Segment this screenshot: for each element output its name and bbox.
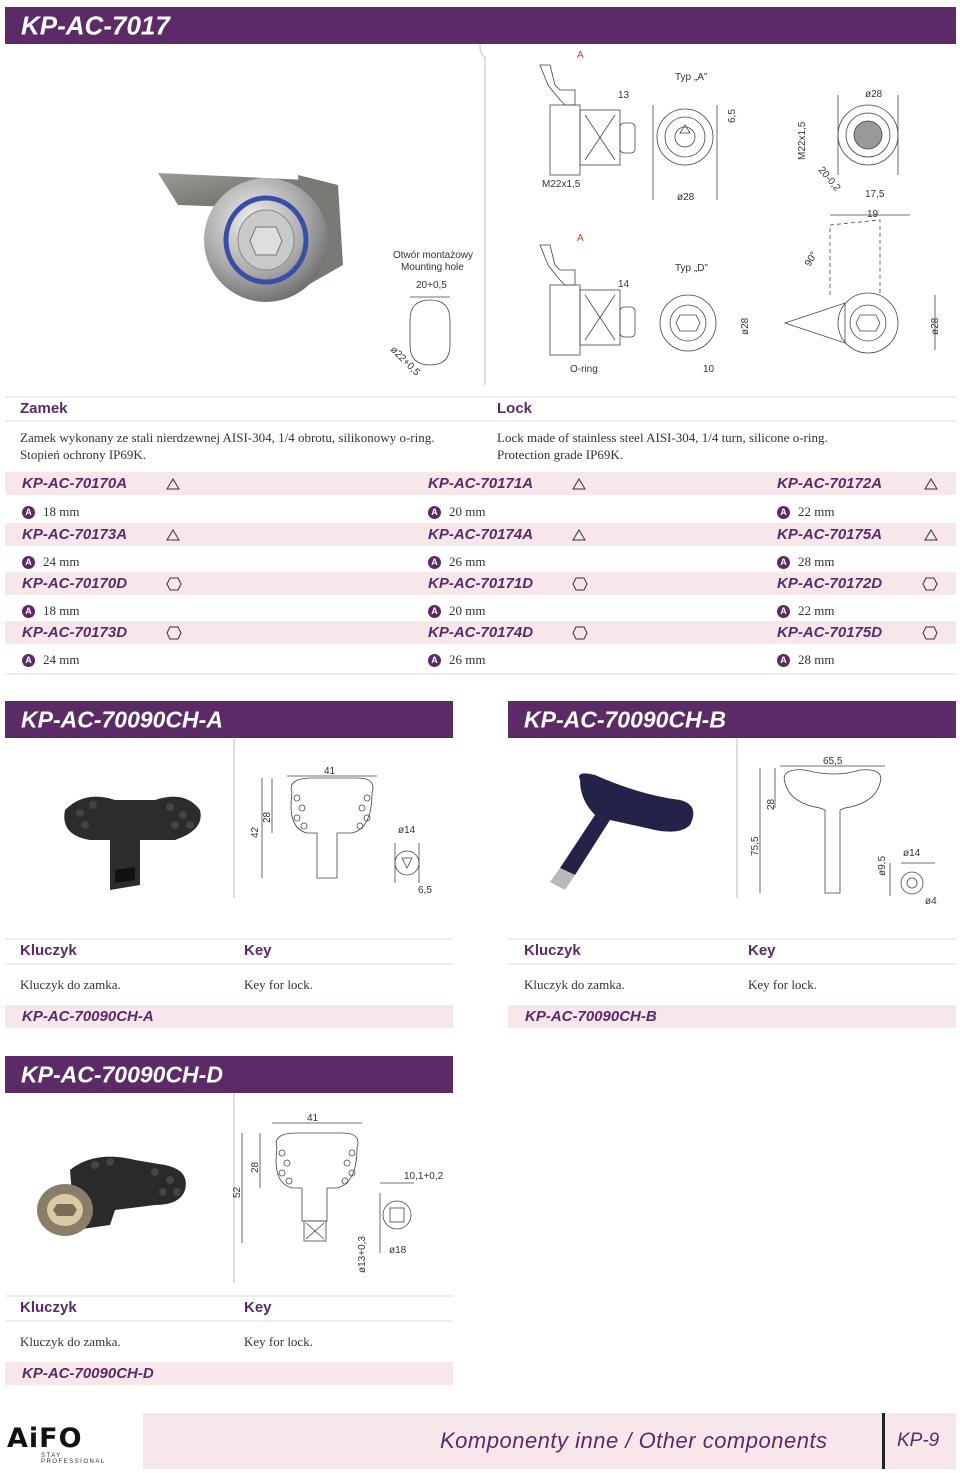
lock-code: KP-AC-70172D	[777, 575, 883, 592]
a-badge-icon: A	[777, 506, 790, 519]
lock-dim-65: 6,5	[727, 109, 738, 123]
key-d-title-en: Key	[244, 1299, 272, 1316]
main-header-title: KP-AC-7017	[21, 10, 170, 40]
key-d-desc-pl: Kluczyk do zamka.	[20, 1334, 121, 1349]
key-a-desc-pl: Kluczyk do zamka.	[20, 977, 121, 992]
lock-code: KP-AC-70172A	[777, 475, 883, 492]
lock-value: 26 mm	[449, 554, 486, 569]
key-b-dim-4: ø4	[925, 896, 937, 907]
lock-value: 18 mm	[43, 603, 80, 618]
lock-dim-13: 13	[618, 90, 630, 101]
lock-typ-a-label: Typ „A”	[675, 72, 708, 83]
a-badge-icon: A	[22, 556, 35, 569]
lock-desc-en-2: Protection grade IP69K.	[497, 447, 624, 462]
lock-dim-14: 14	[618, 279, 630, 290]
mount-hole-diameter: ø22+0,5	[387, 344, 422, 379]
key-b-divider-top	[508, 938, 956, 940]
key-d-dim-52: 52	[232, 1186, 243, 1198]
lock-value-cell	[428, 603, 485, 619]
mount-hole-label-pl: Otwór montażowy	[393, 250, 474, 261]
a-badge-icon: A	[428, 506, 441, 519]
hexagon-icon	[572, 626, 588, 640]
lock-value: 20 mm	[449, 603, 486, 618]
lock-code: KP-AC-70174D	[428, 624, 534, 641]
triangle-icon	[166, 478, 180, 490]
key-d-header	[5, 1056, 453, 1093]
footer-logo-tagline: STAY PROFESSIONAL	[41, 1453, 106, 1465]
key-b-title-en: Key	[748, 942, 776, 959]
key-b-header	[508, 701, 956, 738]
key-b-dim-95: ø9,5	[877, 855, 888, 876]
lock-value-cell	[777, 603, 834, 619]
lock-value-cell	[777, 652, 834, 668]
mount-hole-label-en: Mounting hole	[401, 262, 464, 273]
lock-value-cell	[428, 652, 485, 668]
lock-code: KP-AC-70170D	[22, 575, 128, 592]
key-d-dim-101: 10,1+0,2	[404, 1171, 444, 1182]
footer-divider	[882, 1413, 885, 1469]
lock-code: KP-AC-70171D	[428, 575, 534, 592]
hexagon-icon	[922, 626, 938, 640]
lock-dim-o28-right: ø28	[865, 89, 883, 100]
key-b-dim-655: 65,5	[823, 756, 843, 767]
key-a-dim-28: 28	[262, 811, 273, 823]
triangle-icon	[572, 478, 586, 490]
lock-dim-o28-a: ø28	[677, 192, 695, 203]
lock-value: 26 mm	[449, 652, 486, 667]
lock-desc-en-1: Lock made of stainless steel AISI-304, 1/4 turn, silicone o-ring.	[497, 430, 828, 445]
key-b-technical-drawing	[735, 738, 955, 907]
key-a-desc-en: Key for lock.	[244, 977, 313, 992]
lock-desc-pl-2: Stopień ochrony IP69K.	[20, 447, 147, 462]
key-d-divider-top	[5, 1295, 453, 1297]
a-badge-icon: A	[777, 556, 790, 569]
lock-value: 28 mm	[798, 652, 835, 667]
lock-value-cell	[428, 504, 485, 520]
lock-value: 24 mm	[43, 554, 80, 569]
a-badge-icon: A	[22, 506, 35, 519]
lock-code: KP-AC-70175D	[777, 624, 883, 641]
lock-table-bottom	[5, 673, 956, 675]
key-b-header-title: KP-AC-70090CH-B	[524, 706, 726, 732]
key-b-dim-755: 75,5	[750, 836, 761, 856]
lock-title-pl: Zamek	[20, 400, 68, 417]
key-a-code: KP-AC-70090CH-A	[22, 1008, 154, 1025]
a-badge-icon: A	[22, 654, 35, 667]
lock-code: KP-AC-70173A	[22, 526, 128, 543]
lock-dim-o28-d2: ø28	[930, 317, 941, 335]
key-b-desc-en: Key for lock.	[748, 977, 817, 992]
lock-divider-top	[5, 396, 956, 398]
lock-dim-a-label-2: A	[577, 233, 584, 244]
footer-section-label: Komponenty inne / Other components	[440, 1428, 828, 1453]
key-b-title-pl: Kluczyk	[524, 942, 581, 959]
lock-value-cell	[22, 504, 79, 520]
key-a-dim-65: 6,5	[418, 885, 432, 896]
lock-divider	[5, 420, 956, 422]
key-d-divider	[5, 1320, 453, 1322]
hexagon-icon	[166, 577, 182, 591]
a-badge-icon: A	[428, 556, 441, 569]
key-b-divider	[508, 963, 956, 965]
lock-value: 18 mm	[43, 504, 80, 519]
key-a-technical-drawing	[232, 738, 452, 898]
key-b-dim-28: 28	[766, 798, 777, 810]
key-b-photo	[540, 770, 710, 900]
key-d-dim-13: ø13+0,3	[357, 1236, 368, 1273]
key-d-header-title: KP-AC-70090CH-D	[21, 1061, 223, 1087]
lock-dim-m22-a: M22x1,5	[542, 179, 581, 190]
key-d-photo	[35, 1150, 195, 1260]
lock-dim-20: 20-0,2	[815, 164, 843, 194]
triangle-icon	[924, 478, 938, 490]
key-a-header	[5, 701, 453, 738]
lock-value-cell	[22, 554, 79, 570]
key-a-header-title: KP-AC-70090CH-A	[21, 706, 223, 732]
lock-code: KP-AC-70174A	[428, 526, 534, 543]
key-a-title-en: Key	[244, 942, 272, 959]
a-badge-icon: A	[22, 605, 35, 618]
lock-dim-10: 10	[703, 364, 715, 375]
lock-code: KP-AC-70175A	[777, 526, 883, 543]
lock-dim-a-label: A	[577, 50, 584, 61]
lock-value: 24 mm	[43, 652, 80, 667]
key-b-code: KP-AC-70090CH-B	[525, 1008, 657, 1025]
key-d-technical-drawing	[232, 1093, 452, 1283]
hexagon-icon	[922, 577, 938, 591]
lock-value-cell	[428, 554, 485, 570]
lock-value-cell	[777, 554, 834, 570]
a-badge-icon: A	[428, 654, 441, 667]
lock-value-cell	[22, 652, 79, 668]
key-b-desc-pl: Kluczyk do zamka.	[524, 977, 625, 992]
a-badge-icon: A	[777, 605, 790, 618]
lock-oring-label: O-ring	[570, 364, 598, 375]
footer-logo	[7, 1423, 127, 1465]
lock-value-cell	[777, 504, 834, 520]
lock-code: KP-AC-70173D	[22, 624, 128, 641]
key-a-photo	[55, 785, 215, 895]
lock-value: 22 mm	[798, 504, 835, 519]
lock-photo	[148, 155, 368, 325]
triangle-icon	[166, 529, 180, 541]
lock-typ-d-label: Typ „D”	[675, 263, 708, 274]
triangle-icon	[572, 529, 586, 541]
footer-page-number: KP-9	[897, 1430, 940, 1451]
key-a-dim-42: 42	[250, 826, 261, 838]
key-a-divider-top	[5, 938, 453, 940]
hexagon-icon	[572, 577, 588, 591]
lock-value: 20 mm	[449, 504, 486, 519]
triangle-icon	[924, 529, 938, 541]
key-a-dim-14: ø14	[398, 825, 416, 836]
lock-desc-pl-1: Zamek wykonany ze stali nierdzewnej AISI-304, 1/4 obrotu, silikonowy o-ring.	[20, 430, 435, 445]
footer-logo-wordmark: AiFO	[7, 1423, 83, 1454]
key-d-dim-18: ø18	[389, 1245, 407, 1256]
lock-code: KP-AC-70171A	[428, 475, 534, 492]
lock-dim-175: 17,5	[865, 189, 885, 200]
lock-value: 28 mm	[798, 554, 835, 569]
main-header	[5, 7, 956, 44]
key-d-code: KP-AC-70090CH-D	[22, 1365, 154, 1382]
lock-dim-m22-right: M22x1,5	[797, 121, 808, 160]
lock-dim-19: 19	[867, 209, 879, 220]
a-badge-icon: A	[777, 654, 790, 667]
lock-dim-o28-d: ø28	[740, 317, 751, 335]
key-d-title-pl: Kluczyk	[20, 1299, 77, 1316]
lock-dim-90: 90°	[803, 249, 821, 269]
a-badge-icon: A	[428, 605, 441, 618]
key-a-dim-41: 41	[324, 766, 336, 777]
hexagon-icon	[166, 626, 182, 640]
mount-hole-width: 20+0,5	[416, 280, 447, 291]
lock-value: 22 mm	[798, 603, 835, 618]
key-a-divider	[5, 963, 453, 965]
key-d-desc-en: Key for lock.	[244, 1334, 313, 1349]
key-a-title-pl: Kluczyk	[20, 942, 77, 959]
lock-value-cell	[22, 603, 79, 619]
key-d-dim-28: 28	[250, 1161, 261, 1173]
lock-code: KP-AC-70170A	[22, 475, 128, 492]
key-b-dim-14: ø14	[903, 848, 921, 859]
lock-title-en: Lock	[497, 400, 533, 417]
key-d-dim-41: 41	[307, 1113, 319, 1124]
lock-technical-drawing	[387, 45, 950, 385]
